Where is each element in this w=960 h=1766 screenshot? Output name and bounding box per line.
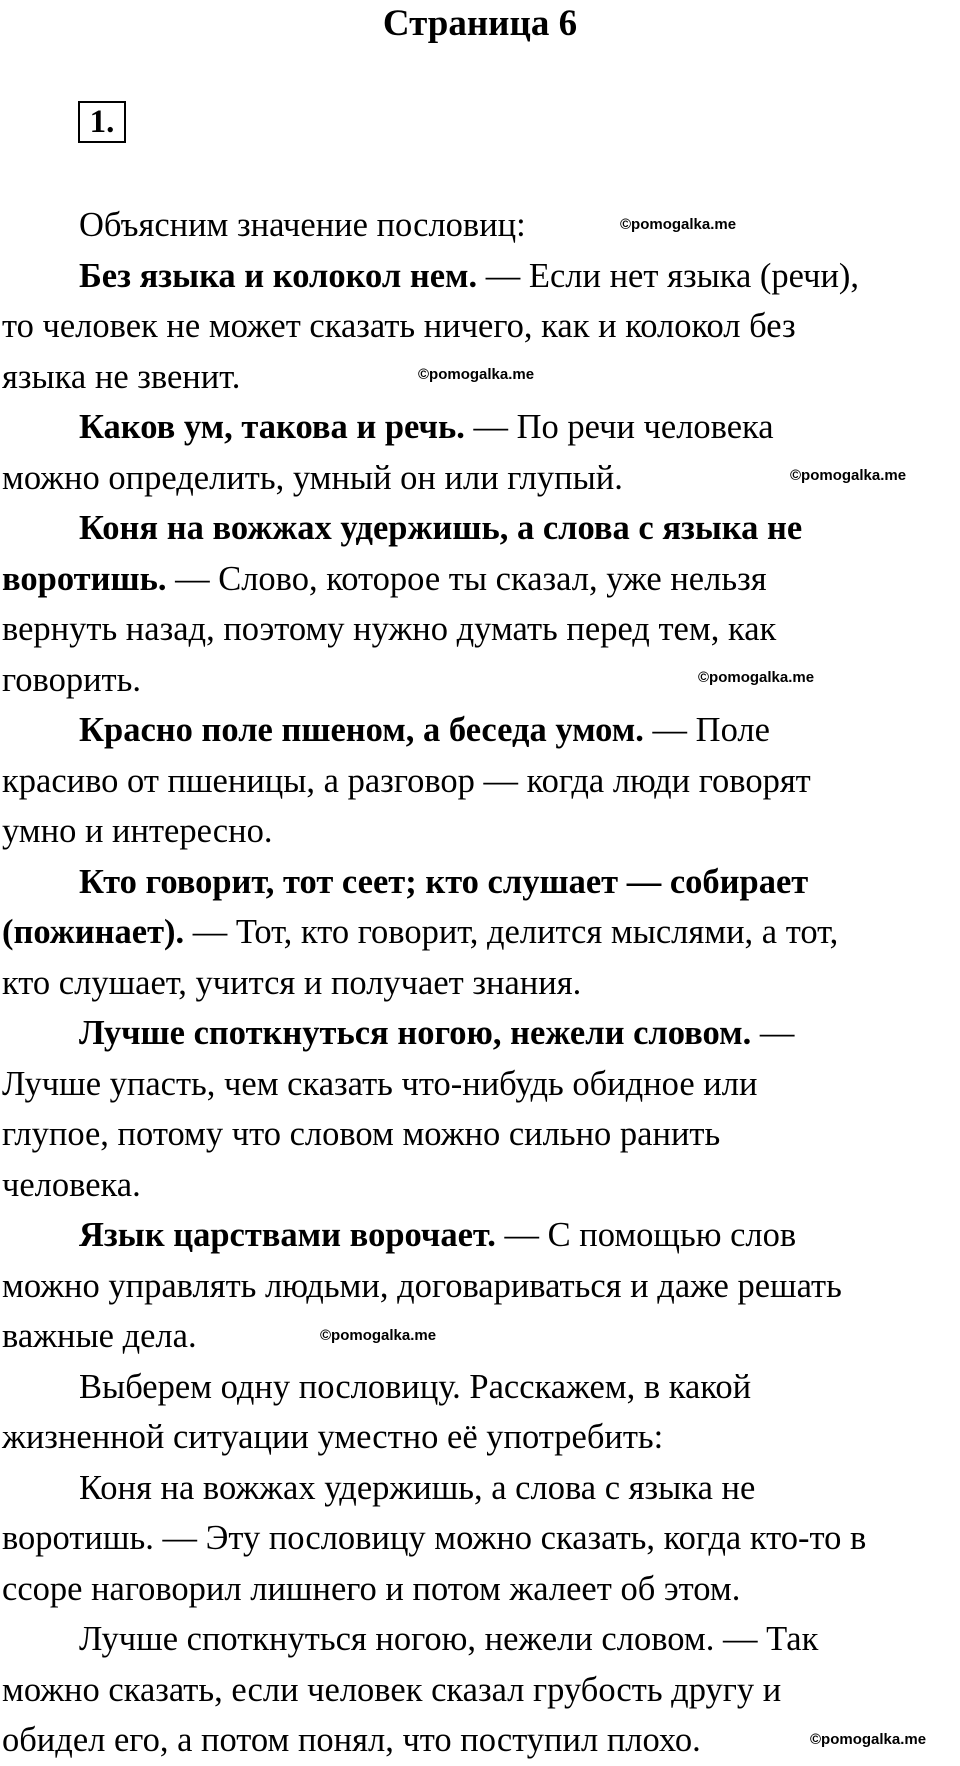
line-text: можно сказать, если человек сказал грубость другу и [2, 1670, 782, 1709]
proverb-bold-text: Каков ум, такова и речь. [79, 408, 465, 446]
line-text: можно определить, умный он или глупый. [2, 458, 623, 497]
text-line [2, 1261, 960, 1312]
watermark: ©pomogalka.me [810, 1731, 927, 1748]
watermark: ©pomogalka.me [790, 467, 907, 484]
line-text: вернуть назад, поэтому нужно думать перед тем, как [2, 610, 777, 648]
text-line [2, 1665, 960, 1716]
text-line [2, 503, 960, 554]
proverb-bold-text: воротишь. [2, 559, 167, 598]
line-text: — Если нет языка (речи), [477, 256, 860, 295]
text-line [2, 604, 960, 655]
text-line [2, 655, 960, 706]
line-text: — [751, 1014, 795, 1052]
document-body [2, 200, 960, 1766]
line-text: Выберем одну пословицу. Расскажем, в какой [79, 1367, 752, 1406]
line-text: Коня на вожжах удержишь, а слова с языка не [79, 1468, 756, 1507]
line-text: — Тот, кто говорит, делится мыслями, а тот, [184, 913, 839, 951]
text-line [2, 907, 960, 958]
proverb-bold-text: Без языка и колокол нем. [79, 256, 478, 295]
text-line [2, 806, 960, 857]
proverb-bold-text: Язык царствами ворочает. [79, 1216, 496, 1254]
text-line [2, 1463, 960, 1514]
line-text: говорить. [2, 660, 141, 699]
line-text: — По речи человека [464, 408, 774, 446]
line-text: Лучше упасть, чем сказать что-нибудь обидное или [2, 1064, 758, 1103]
watermark: ©pomogalka.me [620, 216, 737, 233]
line-text: Лучше споткнуться ногою, нежели словом. — Так [79, 1620, 819, 1658]
line-text: Объясним значение пословиц: [79, 206, 526, 244]
line-text: ссоре наговорил лишнего и потом жалеет об этом. [2, 1569, 741, 1608]
text-line [2, 554, 960, 605]
text-line [2, 1564, 960, 1615]
text-line [2, 1614, 960, 1665]
line-text: можно управлять людьми, договариваться и даже решать [2, 1266, 842, 1305]
proverb-bold-text: Красно поле пшеном, а беседа умом. [79, 711, 644, 749]
line-text: глупое, потому что словом можно сильно ранить [2, 1115, 721, 1153]
task-number-box: 1. [78, 101, 126, 143]
text-line [2, 1513, 960, 1564]
line-text: умно и интересно. [2, 812, 273, 850]
page-title: Страница 6 [382, 3, 578, 44]
text-line [2, 402, 960, 453]
proverb-bold-text: Кто говорит, тот сеет; кто слушает — собирает [79, 862, 809, 901]
text-line [2, 857, 960, 908]
proverb-bold-text: Коня на вожжах удержишь, а слова с языка не [79, 509, 803, 547]
line-text: человека. [2, 1165, 141, 1204]
line-text: — Поле [643, 711, 770, 749]
watermark: ©pomogalka.me [418, 366, 535, 383]
line-text: то человек не может сказать ничего, как и колокол без [2, 307, 796, 345]
line-text: жизненной ситуации уместно её употребить: [2, 1418, 664, 1456]
text-line [2, 705, 960, 756]
text-line [2, 1311, 960, 1362]
line-text: кто слушает, учится и получает знания. [2, 963, 582, 1002]
text-line [2, 1008, 960, 1059]
text-line [2, 756, 960, 807]
line-text: — С помощью слов [495, 1216, 797, 1254]
text-line [2, 1362, 960, 1413]
watermark: ©pomogalka.me [320, 1327, 437, 1344]
text-line [2, 200, 960, 251]
line-text: обидел его, а потом понял, что поступил плохо. [2, 1721, 701, 1759]
text-line [2, 1109, 960, 1160]
proverb-bold-text: (пожинает). [2, 913, 185, 951]
line-text: воротишь. — Эту пословицу можно сказать, когда кто-то в [2, 1519, 867, 1557]
line-text: важные дела. [2, 1317, 197, 1355]
text-line [2, 251, 960, 302]
line-text: — Слово, которое ты сказал, уже нельзя [166, 559, 767, 598]
text-line [2, 1210, 960, 1261]
text-line [2, 1059, 960, 1110]
text-line [2, 301, 960, 352]
line-text: красиво от пшеницы, а разговор — когда люди говорят [2, 761, 811, 800]
text-line [2, 958, 960, 1009]
text-line [2, 1412, 960, 1463]
line-text: языка не звенит. [2, 357, 241, 396]
proverb-bold-text: Лучше споткнуться ногою, нежели словом. [79, 1014, 752, 1052]
watermark: ©pomogalka.me [698, 669, 815, 686]
text-line [2, 1160, 960, 1211]
